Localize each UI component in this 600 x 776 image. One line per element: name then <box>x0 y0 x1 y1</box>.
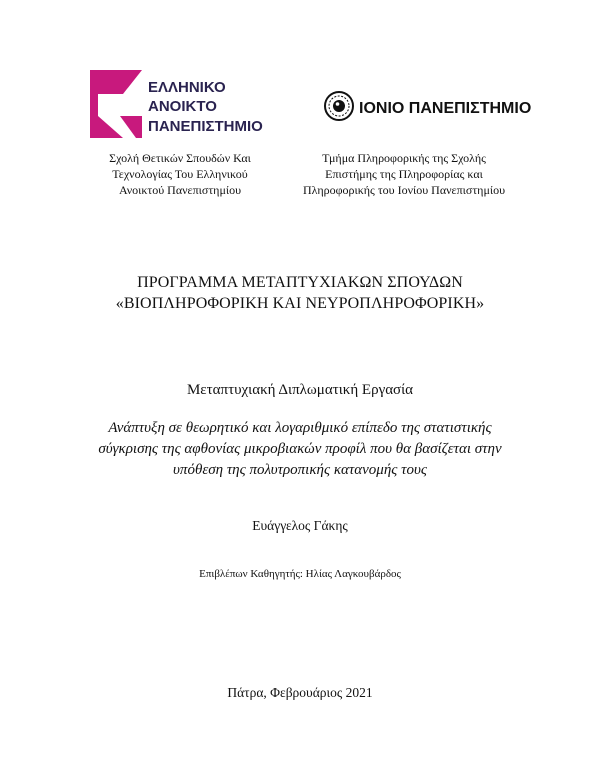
program-title-line1: ΠΡΟΓΡΑΜΜΑ ΜΕΤΑΠΤΥΧΙΑΚΩΝ ΣΠΟΥΔΩΝ <box>137 274 463 291</box>
thesis-title-line: υπόθεση της πολυτροπικής κατανομής τους <box>173 462 427 478</box>
institution-left-line: Σχολή Θετικών Σπουδών Και <box>109 151 251 165</box>
institution-left <box>80 150 280 198</box>
ionian-seal-icon <box>322 88 532 128</box>
institution-right-line: Επιστήμης της Πληροφορίας και <box>325 167 483 181</box>
eap-logo-line2: ΑΝΟΙΚΤΟ <box>148 98 217 115</box>
eap-logo <box>90 70 280 140</box>
ionian-logo-name: ΙΟΝΙΟ ΠΑΝΕΠΙΣΤΗΜΙΟ <box>359 100 532 117</box>
author-name: Ευάγγελος Γάκης <box>252 518 348 533</box>
place-date: Πάτρα, Φεβρουάριος 2021 <box>227 685 373 700</box>
institution-left-line: Ανοικτού Πανεπιστημίου <box>118 183 242 197</box>
ionian-logo <box>322 88 532 128</box>
eap-logo-line3: ΠΑΝΕΠΙΣΤΗΜΙΟ <box>148 118 263 135</box>
thesis-title-line: Ανάπτυξη σε θεωρητικό και λογαριθμικό επίπεδο της στατιστικής <box>108 420 492 436</box>
institution-right <box>268 150 540 198</box>
institution-right-line: Πληροφορικής του Ιονίου Πανεπιστημίου <box>302 183 506 197</box>
institution-right-line: Τμήμα Πληροφορικής της Σχολής <box>322 151 486 165</box>
thesis-title <box>0 418 600 481</box>
supervisor: Επιβλέπων Καθηγητής: Ηλίας Λαγκουβάρδος <box>199 568 401 580</box>
program-title-line2: «ΒΙΟΠΛΗΡΟΦΟΡΙΚΗ ΚΑΙ ΝΕΥΡΟΠΛΗΡΟΦΟΡΙΚΗ» <box>115 295 485 312</box>
thesis-type: Μεταπτυχιακή Διπλωματική Εργασία <box>186 382 414 398</box>
institution-left-line: Τεχνολογίας Του Ελληνικού <box>112 167 248 181</box>
eap-logo-line1: ΕΛΛΗΝΙΚΟ <box>148 79 226 96</box>
program-title <box>0 272 600 314</box>
eap-logo-mark <box>90 70 280 140</box>
thesis-title-line: σύγκρισης της αφθονίας μικροβιακών προφίλ που θα βασίζεται στην <box>98 441 502 457</box>
